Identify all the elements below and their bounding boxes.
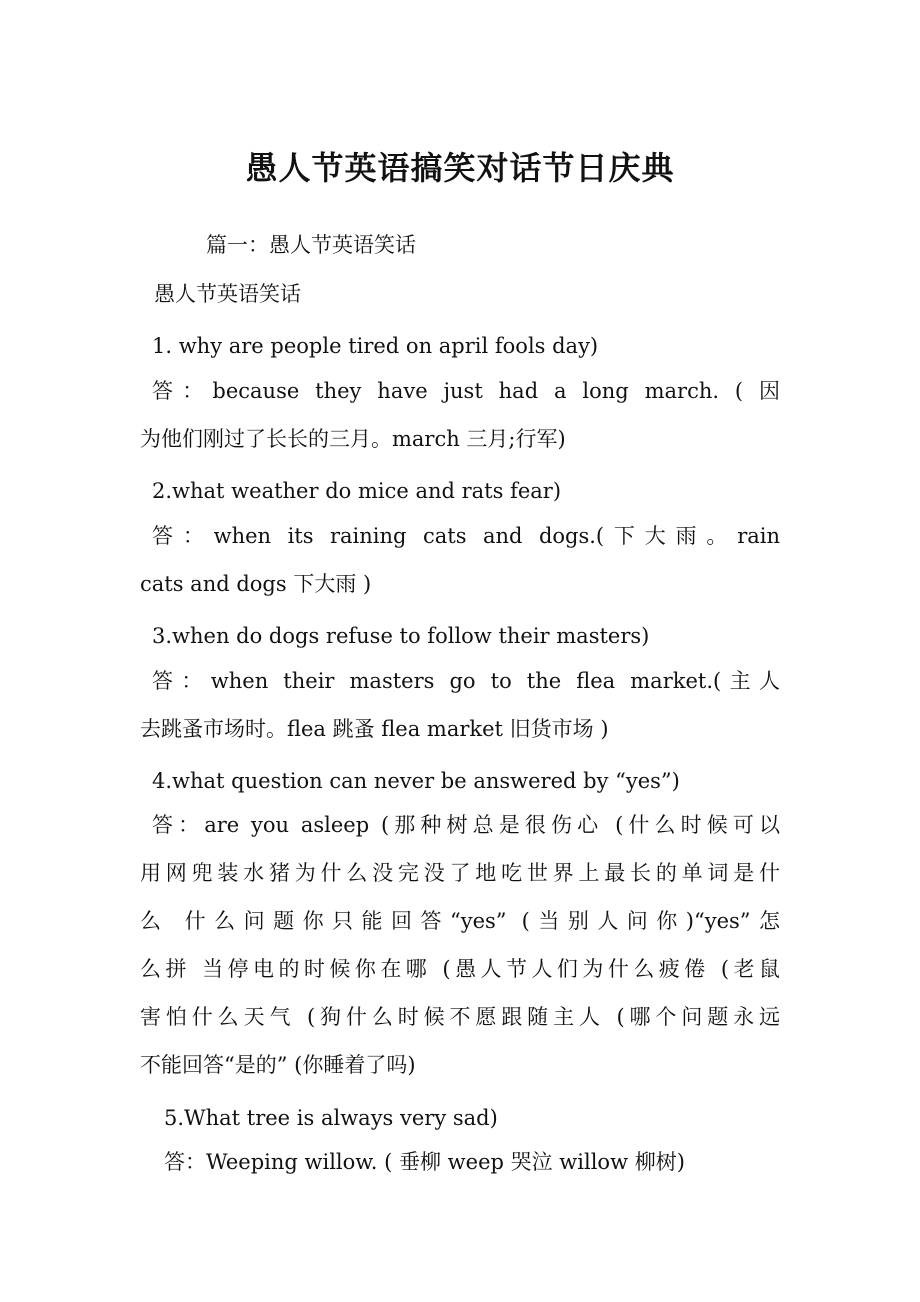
answer-4-line-2: 用网兜装水猪为什么没完没了地吃世界上最长的单词是什	[140, 861, 780, 885]
answer-3-line-2: 去跳蚤市场时。flea 跳蚤 flea market 旧货市场 )	[140, 717, 609, 741]
answer-5-line-1: 答：Weeping willow. ( 垂柳 weep 哭泣 willow 柳树)	[164, 1150, 685, 1174]
answer-4-line-5: 害怕什么天气 (狗什么时候不愿跟随主人 (哪个问题永远	[140, 1005, 780, 1029]
question-3: 3.when do dogs refuse to follow their masters)	[152, 624, 650, 648]
answer-4-line-6: 不能回答“是的” (你睡着了吗)	[140, 1053, 416, 1077]
document-title: 愚人节英语搞笑对话节日庆典	[245, 149, 675, 187]
answer-3-line-1: 答：when their masters go to the flea market.(主人	[152, 669, 780, 693]
answer-1-line-1: 答：because they have just had a long march. ( 因	[152, 379, 780, 403]
subheading: 愚人节英语笑话	[154, 282, 301, 306]
answer-4-line-4: 么拼 当停电的时候你在哪 (愚人节人们为什么疲倦 (老鼠	[140, 957, 780, 981]
question-1: 1. why are people tired on april fools day)	[152, 334, 599, 358]
answer-4-line-3: 么 什么问题你只能回答“yes” (当别人问你)“yes”怎	[140, 909, 780, 933]
question-4: 4.what question can never be answered by “yes”)	[152, 769, 680, 793]
section-heading: 篇一：愚人节英语笑话	[206, 233, 416, 257]
answer-2-line-1: 答：when its raining cats and dogs.(下大雨。rain	[152, 524, 780, 548]
answer-1-line-2: 为他们刚过了长长的三月。march 三月;行军)	[140, 427, 566, 451]
answer-4-line-1: 答：are you asleep (那种树总是很伤心 (什么时候可以	[152, 813, 780, 837]
question-5: 5.What tree is always very sad)	[164, 1106, 498, 1130]
answer-2-line-2: cats and dogs 下大雨 )	[140, 572, 372, 596]
question-2: 2.what weather do mice and rats fear)	[152, 479, 562, 503]
